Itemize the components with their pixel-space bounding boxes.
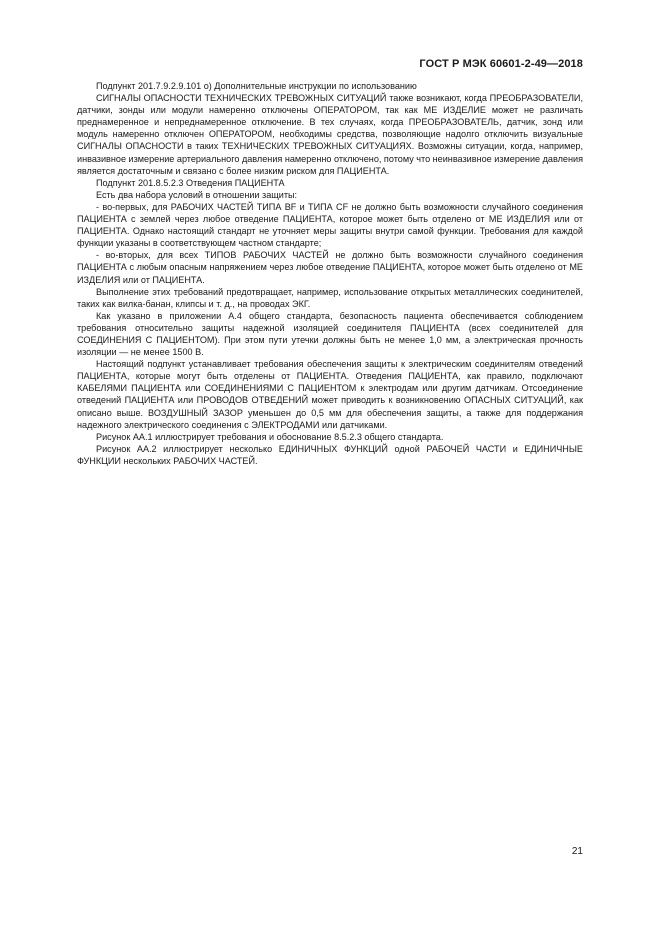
paragraph-subclause-heading: Подпункт 201.8.5.2.3 Отведения ПАЦИЕНТА (96, 177, 285, 188)
paragraph: Рисунок АА.2 иллюстрирует несколько ЕДИНИЧНЫХ ФУНКЦИЙ одной РАБОЧЕЙ ЧАСТИ и ЕДИНИЧНЫЕ ФУНКЦИИ нескольких РАБОЧИХ ЧАСТЕЙ. (77, 443, 583, 466)
standard-header: ГОСТ Р МЭК 60601-2-49—2018 (419, 58, 583, 70)
paragraph-subclause-heading: Подпункт 201.7.9.2.9.101 o) Дополнительные инструкции по использованию (96, 81, 417, 91)
list-item: - во-вторых, для всех ТИПОВ РАБОЧИХ ЧАСТЕЙ не должно быть возможности случайного соединения ПАЦИЕНТА с любым опасным напряжением через любое отведение ПАЦИЕНТА, которое может быть отделено от МЕ ИЗДЕЛИЯ или от ПАЦИЕНТА. (77, 250, 583, 285)
paragraph: Рисунок АА.1 иллюстрирует требования и обоснование 8.5.2.3 общего стандарта. (96, 431, 444, 442)
paragraph: Есть два набора условий в отношении защиты: (96, 189, 298, 200)
paragraph: СИГНАЛЫ ОПАСНОСТИ ТЕХНИЧЕСКИХ ТРЕВОЖНЫХ СИТУАЦИЙ также возникают, когда ПРЕОБРАЗОВАТЕЛИ, датчики, зонды или модули намеренно отключены ОПЕРАТОРОМ, так как МЕ ИЗДЕЛИЕ может не различать преднамеренное и непреднамеренное отключение. В тех случаях, когда ПРЕОБРАЗОВАТЕЛЬ, датчик, зонд или модуль намеренно отключен ОПЕРАТОРОМ, необходимы средства, позволяющие надолго отключить визуальные СИГНАЛЫ ОПАСНОСТИ в таких ТЕХНИЧЕСКИХ ТРЕВОЖНЫХ СИТУАЦИЯХ. Возможны ситуации, когда, например, инвазивное измерение артериального давления намеренно отключено, потому что неинвазивное измерение давления является достаточным и связано с более низким риском для ПАЦИЕНТА. (77, 93, 583, 176)
paragraph: Настоящий подпункт устанавливает требования обеспечения защиты к электрическим соединителям отведений ПАЦИЕНТА, которые могут быть отделены от ПАЦИЕНТА. Отведения ПАЦИЕНТА, как правило, подключают КАБЕЛЯМИ ПАЦИЕНТА или СОЕДИНЕНИЯМИ С ПАЦИЕНТОМ к электродам или другим датчикам. Отсоединение отведений ПАЦИЕНТА или ПРОВОДОВ ОТВЕДЕНИЙ может приводить к возникновению ОПАСНЫХ СИТУАЦИЙ, как описано выше. ВОЗДУШНЫЙ ЗАЗОР уменьшен до 0,5 мм для обеспечения защиты, а также для поддержания надежного электрического соединения с ЭЛЕКТРОДАМИ или датчиками. (77, 359, 583, 430)
paragraph: Как указано в приложении А.4 общего стандарта, безопасность пациента обеспечивается соблюдением требования относительно защиты надежной изоляцией соединителя ПАЦИЕНТА (всех соединителей для СОЕДИНЕНИЯ С ПАЦИЕНТОМ). При этом пути утечки должны быть не менее 1,0 мм, а электрическая прочность изоляции — не менее 1500 В. (77, 310, 583, 358)
paragraph: Выполнение этих требований предотвращает, например, использование открытых металлических соединителей, таких как вилка-банан, клипсы и т. д., на проводах ЭКГ. (77, 286, 583, 309)
document-body (77, 80, 583, 467)
list-item: - во-первых, для РАБОЧИХ ЧАСТЕЙ ТИПА BF и ТИПА CF не должно быть возможности случайного соединения ПАЦИЕНТА с землей через любое отведение ПАЦИЕНТА, которое может быть отделено от МЕ ИЗДЕЛИЯ или от ПАЦИЕНТА. Однако настоящий стандарт не уточняет меры защиты внутри самой функции. Требования для каждой функции указаны в соответствующем частном стандарте; (77, 201, 583, 249)
page-number: 21 (571, 846, 583, 857)
